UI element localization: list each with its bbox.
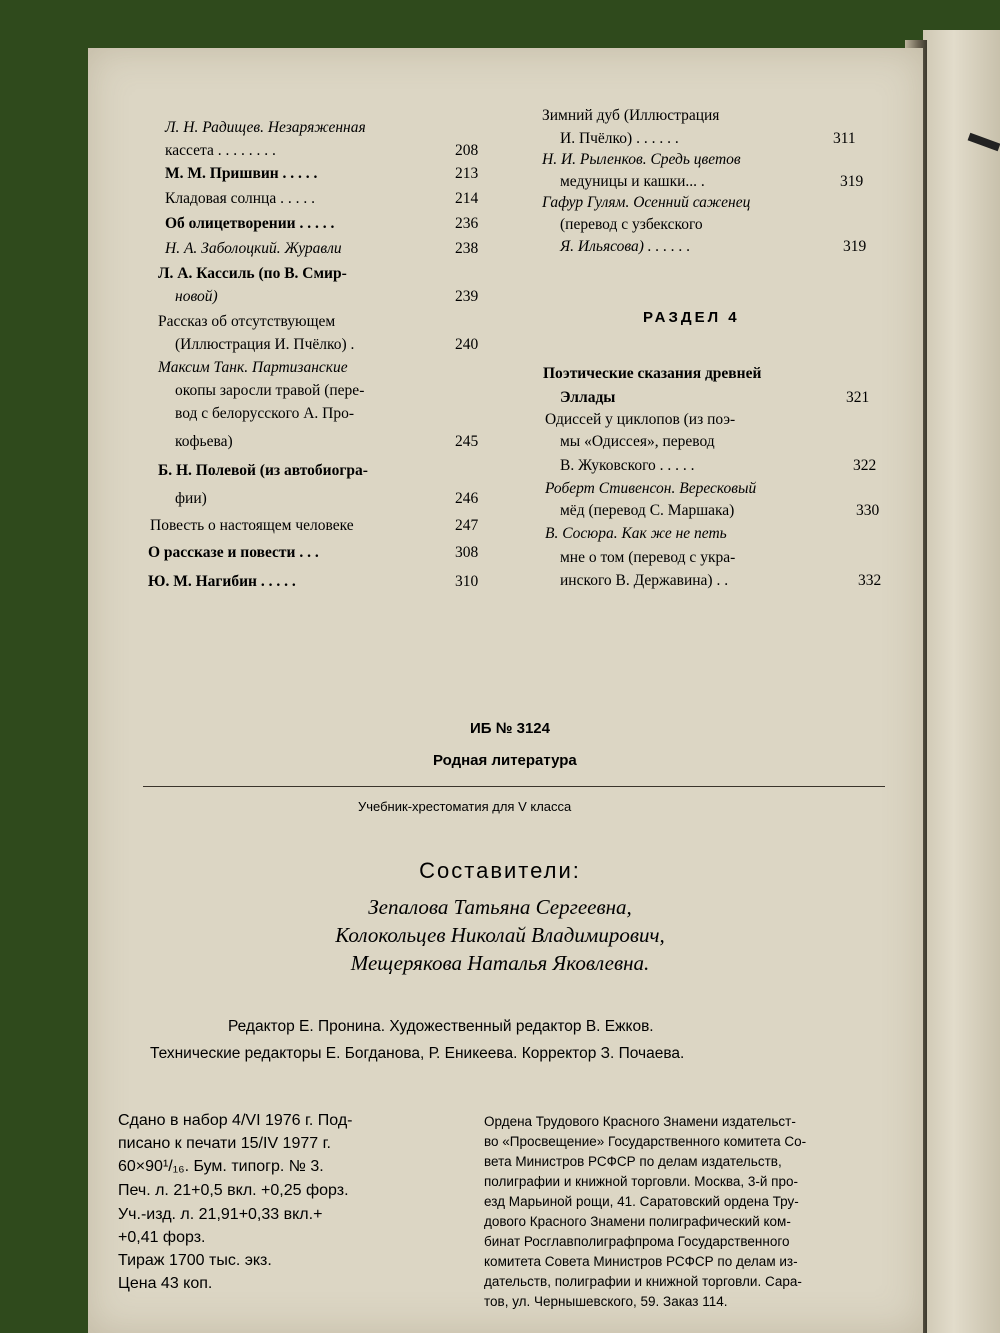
toc-page-number: 246: [455, 490, 479, 507]
toc-entry: Я. Ильясова) . . . . . .: [560, 238, 691, 255]
editors-credit: Редактор Е. Пронина. Художественный редактор В. Ежков.: [228, 1018, 654, 1035]
toc-page-number: 238: [455, 240, 479, 257]
print-info-line: писано к печати 15/IV 1977 г.: [118, 1135, 331, 1152]
toc-page-number: 239: [455, 288, 479, 305]
toc-entry: Поэтические сказания древней: [543, 365, 762, 382]
toc-entry: И. Пчёлко) . . . . . .: [560, 130, 679, 147]
toc-entry: Л. Н. Радищев. Незаряженная: [165, 119, 366, 136]
publisher-info-line: комитета Совета Министров РСФСР по делам из-: [484, 1254, 798, 1269]
print-info-line: Цена 43 коп.: [118, 1275, 213, 1292]
toc-page-number: 214: [455, 190, 479, 207]
toc-entry: кассета . . . . . . . .: [165, 142, 276, 159]
toc-entry: В. Жуковского . . . . .: [560, 457, 695, 474]
toc-entry: вод с белорусского А. Про-: [175, 405, 355, 422]
toc-entry: Зимний дуб (Иллюстрация: [542, 107, 720, 124]
toc-entry: Роберт Стивенсон. Вересковый: [545, 480, 757, 497]
publisher-info-line: Ордена Трудового Красного Знамени издательст-: [484, 1114, 796, 1129]
toc-page-number: 319: [840, 173, 864, 190]
toc-page-number: 321: [846, 389, 870, 406]
print-info-line: Тираж 1700 тыс. экз.: [118, 1252, 272, 1269]
toc-entry: Кладовая солнца . . . . .: [165, 190, 315, 207]
book-title: Родная литература: [433, 752, 577, 769]
toc-page-number: 213: [455, 165, 479, 182]
publisher-info-line: тов, ул. Чернышевского, 59. Заказ 114.: [484, 1294, 728, 1309]
toc-entry: окопы заросли травой (пере-: [175, 382, 365, 399]
toc-entry: Рассказ об отсутствующем: [158, 313, 336, 330]
toc-entry: (Иллюстрация И. Пчёлко) .: [175, 336, 355, 353]
toc-page-number: 332: [858, 572, 882, 589]
toc-page-number: 308: [455, 544, 479, 561]
toc-entry: мы «Одиссея», перевод: [560, 433, 715, 450]
section-heading: РАЗДЕЛ 4: [643, 309, 740, 326]
toc-entry: Н. И. Рыленков. Средь цветов: [542, 151, 741, 168]
compiler-name: Зепалова Татьяна Сергеевна,: [368, 895, 632, 919]
print-info-line: Уч.-изд. л. 21,91+0,33 вкл.+: [118, 1206, 323, 1223]
toc-page-number: 322: [853, 457, 877, 474]
tech-editors-credit: Технические редакторы Е. Богданова, Р. Еникеева. Корректор З. Почаева.: [150, 1045, 685, 1062]
toc-entry: Б. Н. Полевой (из автобиогра-: [158, 462, 368, 479]
print-info-line: Сдано в набор 4/VI 1976 г. Под-: [118, 1112, 353, 1129]
toc-entry: М. М. Пришвин . . . . .: [165, 165, 318, 182]
toc-page-number: 319: [843, 238, 867, 255]
toc-entry: медуницы и кашки... .: [560, 173, 705, 190]
publisher-info-line: полиграфии и книжной торговли. Москва, 3-й про-: [484, 1174, 798, 1189]
publisher-info-line: дательств, полиграфии и книжной торговли. Сара-: [484, 1274, 802, 1289]
print-info-line: Печ. л. 21+0,5 вкл. +0,25 форз.: [118, 1182, 349, 1199]
toc-entry: Максим Танк. Партизанские: [158, 359, 348, 376]
toc-entry: Повесть о настоящем человеке: [150, 517, 354, 534]
toc-page-number: 330: [856, 502, 880, 519]
print-info-line: +0,41 форз.: [118, 1229, 206, 1246]
publisher-info-line: дового Красного Знамени полиграфический ком-: [484, 1214, 791, 1229]
toc-entry: мне о том (перевод с укра-: [560, 549, 736, 566]
toc-page-number: 311: [833, 130, 856, 147]
ib-number: ИБ № 3124: [470, 720, 550, 737]
toc-entry: Гафур Гулям. Осенний саженец: [542, 194, 751, 211]
toc-page-number: 208: [455, 142, 479, 159]
publisher-info-line: вета Министров РСФСР по делам издательств,: [484, 1154, 782, 1169]
facing-page-edge: [923, 30, 1000, 1333]
toc-entry: Эллады: [560, 389, 616, 406]
toc-entry: В. Сосюра. Как же не петь: [545, 525, 727, 542]
book-subtitle: Учебник-хрестоматия для V класса: [358, 799, 572, 814]
toc-page-number: 310: [455, 573, 479, 590]
toc-entry: инского В. Державина) . .: [560, 572, 729, 589]
toc-entry: Об олицетворении . . . . .: [165, 215, 335, 232]
divider-rule: [143, 786, 885, 787]
toc-entry: мёд (перевод С. Маршака): [560, 502, 735, 519]
toc-entry: О рассказе и повести . . .: [148, 544, 319, 561]
publisher-info-line: во «Просвещение» Государственного комитета Со-: [484, 1134, 807, 1149]
toc-entry: Одиссей у циклопов (из поэ-: [545, 411, 736, 428]
compiler-name: Мещерякова Наталья Яковлевна.: [350, 951, 650, 975]
compilers-label: Составители:: [419, 858, 581, 883]
toc-page-number: 245: [455, 433, 479, 450]
toc-entry: Ю. М. Нагибин . . . . .: [148, 573, 296, 590]
print-info-line: 60×90¹/₁₆. Бум. типогр. № 3.: [118, 1158, 324, 1175]
compiler-name: Колокольцев Николай Владимирович,: [335, 923, 665, 947]
publisher-info-line: езд Марьиной рощи, 41. Саратовский ордена Тру-: [484, 1194, 799, 1209]
toc-page-number: 240: [455, 336, 479, 353]
toc-entry: Л. А. Кассиль (по В. Смир-: [158, 265, 347, 282]
toc-entry: (перевод с узбекского: [560, 216, 703, 233]
toc-entry: кофьева): [175, 433, 233, 450]
toc-entry: Н. А. Заболоцкий. Журавли: [165, 240, 342, 257]
toc-entry: новой): [175, 288, 218, 305]
toc-page-number: 247: [455, 517, 479, 534]
toc-page-number: 236: [455, 215, 479, 232]
toc-entry: фии): [175, 490, 207, 507]
publisher-info-line: бинат Росглавполиграфпрома Государственного: [484, 1234, 790, 1249]
